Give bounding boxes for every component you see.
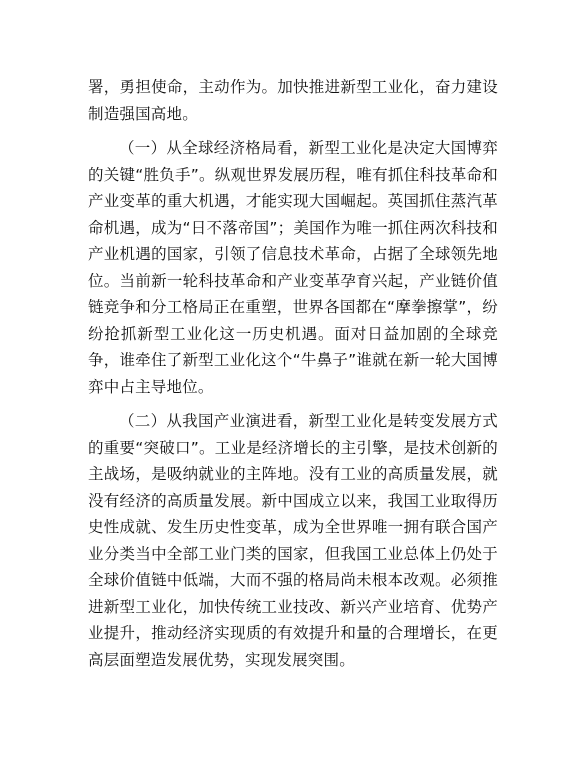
paragraph-spacer [88,127,498,135]
paragraph-spacer [88,400,498,408]
document-body [88,74,498,673]
paragraph-industry-evolution: （二）从我国产业演进看，新型工业化是转变发展方式的重要“突破口”。工业是经济增长的主引擎，是技术创新的主战场，是吸纳就业的主阵地。没有工业的高质量发展，就没有经济的高质量发展。新中国成立以来，我国工业取得历史性成就、发生历史性变革，成为全世界唯一拥有联合国产业分类当中全部工业门类的国家，但我国工业总体上仍处于全球价值链中低端，大而不强的格局尚未根本改观。必须推进新型工业化，加快传统工业技改、新兴产业培育、优势产业提升，推动经济实现质的有效提升和量的合理增长，在更高层面塑造发展优势，实现发展突围。 [88,412,498,669]
paragraph-intro-continuation: 署，勇担使命，主动作为。加快推进新型工业化，奋力建设制造强国高地。 [88,78,498,123]
paragraph-global-economy: （一）从全球经济格局看，新型工业化是决定大国博弈的关键“胜负手”。纵观世界发展历程，唯有抓住科技革命和产业变革的重大机遇，才能实现大国崛起。英国抓住蒸汽革命机遇，成为“日不落帝国”；美国作为唯一抓住两次科技和产业机遇的国家，引领了信息技术革命，占据了全球领先地位。当前新一轮科技革命和产业变革孕育兴起，产业链价值链竞争和分工格局正在重塑，世界各国都在“摩拳擦掌”，纷纷抢抓新型工业化这一历史机遇。面对日益加剧的全球竞争，谁牵住了新型工业化这个“牛鼻子”谁就在新一轮大国博弈中占主导地位。 [88,139,498,396]
